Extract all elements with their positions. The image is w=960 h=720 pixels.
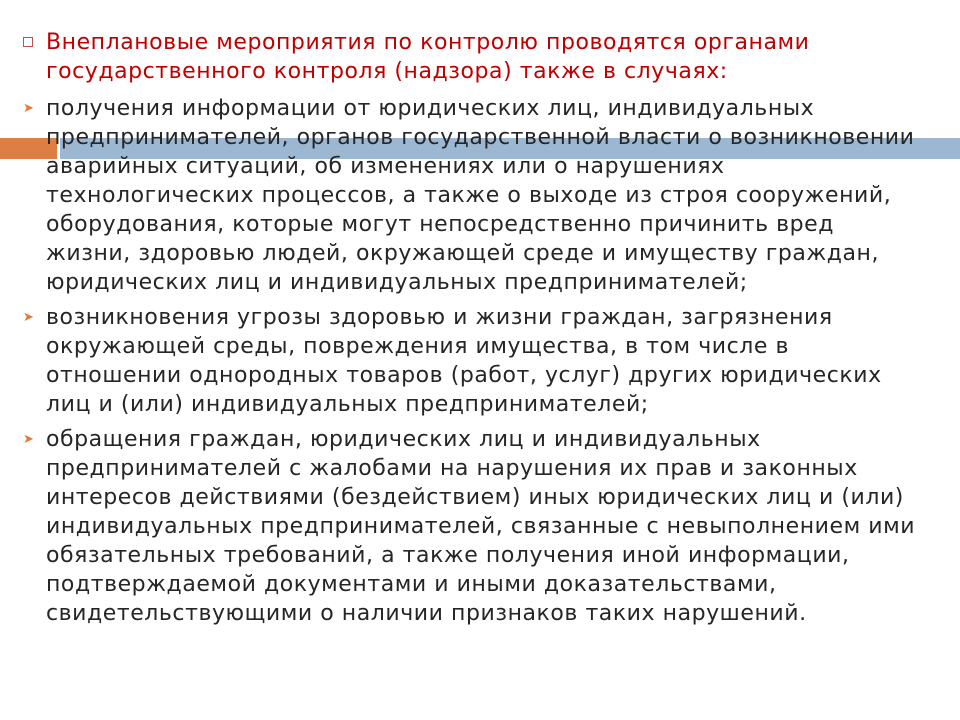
bullet-text: возникновения угрозы здоровью и жизни граждан, загрязнения окружающей среды, повреждения имущества, в том числе в отношении однородных товаров (работ, услуг) других юридических лиц и (или) индивидуальных предпринимателей;: [46, 305, 882, 417]
slide-heading: Внеплановые мероприятия по контролю проводятся органами государственного контроля (надзора) также в случаях:: [46, 30, 810, 84]
bullet-item: [22, 425, 922, 628]
bullet-text: получения информации от юридических лиц, индивидуальных предпринимателей, органов государственной власти о возникновении аварийных ситуаций, об изменениях или о нарушениях технологических процессов, а также о выходе из строя сооружений, оборудования, которые могут непосредственно причинить вред жизни, здоровью людей, окружающей среде и имуществу граждан, юридических лиц и индивидуальных предпринимателей;: [46, 96, 915, 295]
heading-item: [22, 28, 922, 86]
bullet-item: [22, 94, 922, 297]
arrow-bullet-icon: ➤: [23, 432, 34, 447]
hollow-square-bullet-icon: [22, 28, 46, 58]
bullet-text: обращения граждан, юридических лиц и индивидуальных предпринимателей с жалобами на нарушения их прав и законных интересов действиями (бездействием) иных юридических лиц и (или) индивидуальных предпринимателей, связанные с невыполнением ими обязательных требований, а также получения иной информации, подтверждаемой документами и иными доказательствами, свидетельствующими о наличии признаков таких нарушений.: [46, 427, 916, 626]
slide-content: [22, 28, 922, 634]
arrow-bullet-icon: ➤: [23, 101, 34, 116]
arrow-bullet-icon: ➤: [23, 310, 34, 325]
bullet-item: [22, 303, 922, 419]
